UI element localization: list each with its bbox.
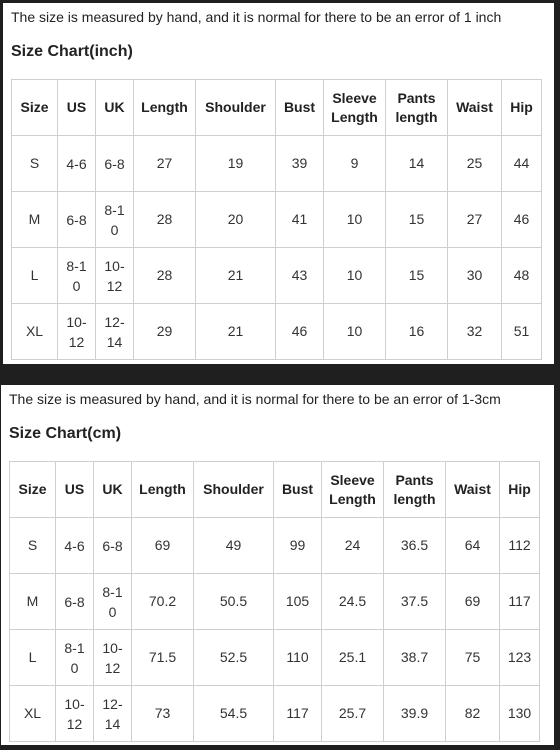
cell-size: M <box>12 192 58 248</box>
table-row <box>12 136 542 192</box>
cell-waist: 30 <box>448 248 502 304</box>
cell-uk: 10-12 <box>94 630 132 686</box>
cell-size: XL <box>12 304 58 360</box>
cell-sleeve-length: 10 <box>324 248 386 304</box>
header-size: Size <box>10 462 56 518</box>
cell-shoulder: 49 <box>194 518 274 574</box>
cell-pants-length: 16 <box>386 304 448 360</box>
cell-bust: 43 <box>276 248 324 304</box>
cell-pants-length: 39.9 <box>384 686 446 742</box>
cell-size: L <box>10 630 56 686</box>
header-hip: Hip <box>502 80 542 136</box>
cell-length: 73 <box>132 686 194 742</box>
cell-waist: 25 <box>448 136 502 192</box>
cell-hip: 130 <box>500 686 540 742</box>
table-row <box>12 192 542 248</box>
header-us: US <box>56 462 94 518</box>
cell-pants-length: 37.5 <box>384 574 446 630</box>
cell-sleeve-length: 25.1 <box>322 630 384 686</box>
cell-waist: 64 <box>446 518 500 574</box>
cell-sleeve-length: 24.5 <box>322 574 384 630</box>
cell-hip: 46 <box>502 192 542 248</box>
cell-us: 10-12 <box>58 304 96 360</box>
cell-bust: 105 <box>274 574 322 630</box>
cell-length: 28 <box>134 248 196 304</box>
cell-bust: 39 <box>276 136 324 192</box>
cell-pants-length: 38.7 <box>384 630 446 686</box>
header-pants-length: Pants length <box>386 80 448 136</box>
header-pants-length: Pants length <box>384 462 446 518</box>
header-us: US <box>58 80 96 136</box>
cell-hip: 44 <box>502 136 542 192</box>
cell-uk: 8-10 <box>96 192 134 248</box>
cell-bust: 99 <box>274 518 322 574</box>
cell-sleeve-length: 24 <box>322 518 384 574</box>
cell-sleeve-length: 10 <box>324 192 386 248</box>
cell-us: 10-12 <box>56 686 94 742</box>
cell-pants-length: 15 <box>386 248 448 304</box>
cell-length: 70.2 <box>132 574 194 630</box>
header-sleeve-length: Sleeve Length <box>322 462 384 518</box>
cell-length: 69 <box>132 518 194 574</box>
size-chart-cm-panel <box>1 385 554 745</box>
cell-length: 71.5 <box>132 630 194 686</box>
cell-waist: 82 <box>446 686 500 742</box>
cell-uk: 8-10 <box>94 574 132 630</box>
table-row <box>10 686 540 742</box>
cell-shoulder: 21 <box>196 248 276 304</box>
cell-pants-length: 36.5 <box>384 518 446 574</box>
cell-us: 8-10 <box>58 248 96 304</box>
header-waist: Waist <box>446 462 500 518</box>
table-header-row <box>10 462 540 518</box>
cell-uk: 12-14 <box>94 686 132 742</box>
cell-pants-length: 14 <box>386 136 448 192</box>
cell-uk: 6-8 <box>96 136 134 192</box>
measurement-note: The size is measured by hand, and it is normal for there to be an error of 1-3cm <box>9 391 501 407</box>
cell-us: 4-6 <box>58 136 96 192</box>
cell-size: M <box>10 574 56 630</box>
header-length: Length <box>134 80 196 136</box>
size-table-inch <box>11 79 542 360</box>
header-uk: UK <box>94 462 132 518</box>
table-row <box>12 304 542 360</box>
cell-waist: 32 <box>448 304 502 360</box>
header-bust: Bust <box>276 80 324 136</box>
cell-shoulder: 21 <box>196 304 276 360</box>
table-header-row <box>12 80 542 136</box>
cell-bust: 117 <box>274 686 322 742</box>
cell-hip: 123 <box>500 630 540 686</box>
cell-shoulder: 54.5 <box>194 686 274 742</box>
cell-shoulder: 19 <box>196 136 276 192</box>
cell-hip: 117 <box>500 574 540 630</box>
cell-length: 27 <box>134 136 196 192</box>
cell-hip: 48 <box>502 248 542 304</box>
header-sleeve-length: Sleeve Length <box>324 80 386 136</box>
cell-sleeve-length: 9 <box>324 136 386 192</box>
cell-shoulder: 50.5 <box>194 574 274 630</box>
size-chart-inch-panel <box>3 3 554 364</box>
cell-waist: 75 <box>446 630 500 686</box>
cell-sleeve-length: 10 <box>324 304 386 360</box>
table-row <box>12 248 542 304</box>
size-chart-title: Size Chart(inch) <box>11 43 133 60</box>
header-shoulder: Shoulder <box>194 462 274 518</box>
header-waist: Waist <box>448 80 502 136</box>
table-row <box>10 630 540 686</box>
cell-size: S <box>12 136 58 192</box>
cell-shoulder: 52.5 <box>194 630 274 686</box>
cell-bust: 46 <box>276 304 324 360</box>
size-chart-title: Size Chart(cm) <box>9 425 122 442</box>
cell-pants-length: 15 <box>386 192 448 248</box>
cell-uk: 10-12 <box>96 248 134 304</box>
cell-uk: 12-14 <box>96 304 134 360</box>
cell-size: L <box>12 248 58 304</box>
table-row <box>10 574 540 630</box>
cell-hip: 51 <box>502 304 542 360</box>
cell-bust: 41 <box>276 192 324 248</box>
cell-hip: 112 <box>500 518 540 574</box>
cell-length: 28 <box>134 192 196 248</box>
header-bust: Bust <box>274 462 322 518</box>
header-shoulder: Shoulder <box>196 80 276 136</box>
cell-waist: 27 <box>448 192 502 248</box>
cell-bust: 110 <box>274 630 322 686</box>
cell-us: 6-8 <box>58 192 96 248</box>
header-uk: UK <box>96 80 134 136</box>
cell-size: S <box>10 518 56 574</box>
cell-us: 6-8 <box>56 574 94 630</box>
cell-size: XL <box>10 686 56 742</box>
header-hip: Hip <box>500 462 540 518</box>
measurement-note: The size is measured by hand, and it is normal for there to be an error of 1 inch <box>11 9 502 25</box>
cell-us: 8-10 <box>56 630 94 686</box>
size-table-cm <box>9 461 540 742</box>
cell-uk: 6-8 <box>94 518 132 574</box>
cell-us: 4-6 <box>56 518 94 574</box>
cell-length: 29 <box>134 304 196 360</box>
cell-sleeve-length: 25.7 <box>322 686 384 742</box>
header-length: Length <box>132 462 194 518</box>
cell-waist: 69 <box>446 574 500 630</box>
cell-shoulder: 20 <box>196 192 276 248</box>
header-size: Size <box>12 80 58 136</box>
table-row <box>10 518 540 574</box>
